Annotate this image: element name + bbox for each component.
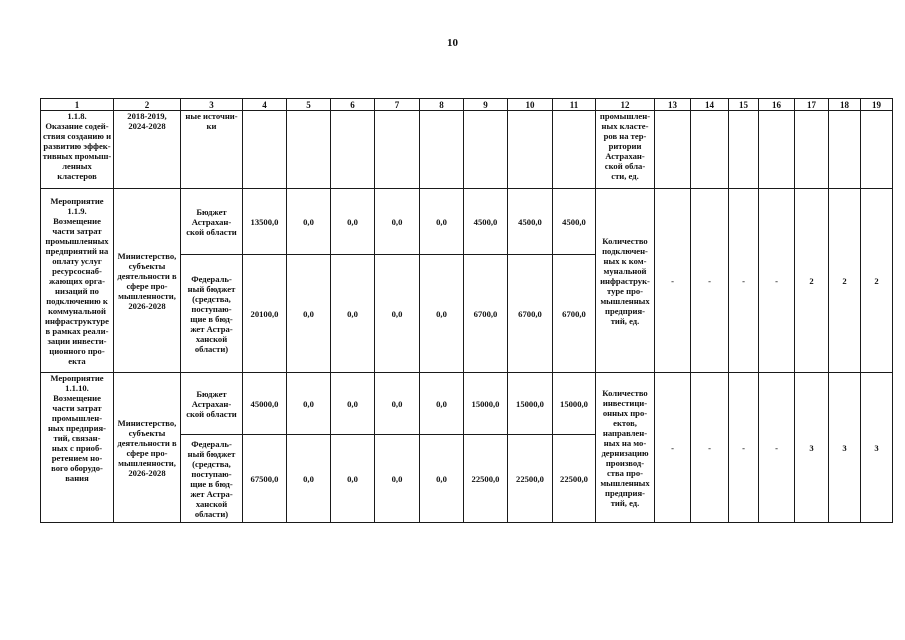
column-header: 9 <box>464 99 508 111</box>
value-cell <box>729 111 759 189</box>
value-cell: - <box>655 189 691 373</box>
value-cell: 0,0 <box>420 255 464 373</box>
value-cell: 3 <box>829 373 861 523</box>
value-cell: 15000,0 <box>508 373 553 435</box>
value-cell <box>655 111 691 189</box>
table-row <box>41 111 893 189</box>
value-cell: 0,0 <box>375 373 420 435</box>
value-cell <box>464 111 508 189</box>
program-measures-table <box>40 98 893 523</box>
table-row <box>41 189 893 255</box>
value-cell: 0,0 <box>287 373 331 435</box>
column-header: 16 <box>759 99 795 111</box>
column-header: 12 <box>596 99 655 111</box>
value-cell: - <box>655 373 691 523</box>
value-cell: 6700,0 <box>464 255 508 373</box>
value-cell: 2 <box>829 189 861 373</box>
value-cell: - <box>691 189 729 373</box>
value-cell: 3 <box>795 373 829 523</box>
indicator-cell: Количество подключен- ных к ком- мунальной инфраструк- туре про- мышленных предприя- тий, ед. <box>596 189 655 373</box>
value-cell <box>243 111 287 189</box>
column-header: 17 <box>795 99 829 111</box>
page-number: 10 <box>447 37 458 49</box>
value-cell <box>420 111 464 189</box>
value-cell: 22500,0 <box>508 435 553 523</box>
column-header: 4 <box>243 99 287 111</box>
value-cell: 13500,0 <box>243 189 287 255</box>
value-cell: 2 <box>795 189 829 373</box>
column-header: 19 <box>861 99 893 111</box>
indicator-cell: промышлен- ных класте- ров на тер- ритории Астрахан- ской обла- сти, ед. <box>596 111 655 189</box>
value-cell <box>508 111 553 189</box>
value-cell <box>829 111 861 189</box>
value-cell <box>861 111 893 189</box>
value-cell <box>759 111 795 189</box>
value-cell <box>691 111 729 189</box>
value-cell: 6700,0 <box>508 255 553 373</box>
funding-source-cell: Бюджет Астрахан- ской области <box>181 373 243 435</box>
funding-source-cell: Бюджет Астрахан- ской области <box>181 189 243 255</box>
column-header: 13 <box>655 99 691 111</box>
value-cell: - <box>759 189 795 373</box>
column-header: 3 <box>181 99 243 111</box>
value-cell: 22500,0 <box>553 435 596 523</box>
column-header: 11 <box>553 99 596 111</box>
table-row <box>41 373 893 435</box>
value-cell: 0,0 <box>375 255 420 373</box>
value-cell: 0,0 <box>375 189 420 255</box>
column-header: 7 <box>375 99 420 111</box>
column-header: 6 <box>331 99 375 111</box>
value-cell: 0,0 <box>331 435 375 523</box>
measure-name-cell: 1.1.8. Оказание содей- ствия созданию и развитию эффек- тивных промыш- ленных кластеров <box>41 111 114 189</box>
value-cell: - <box>759 373 795 523</box>
funding-source-cell: ные источни- ки <box>181 111 243 189</box>
column-header: 8 <box>420 99 464 111</box>
value-cell: 0,0 <box>420 373 464 435</box>
value-cell: 0,0 <box>375 435 420 523</box>
value-cell <box>287 111 331 189</box>
column-header: 15 <box>729 99 759 111</box>
value-cell: 0,0 <box>331 373 375 435</box>
value-cell: - <box>691 373 729 523</box>
value-cell: 6700,0 <box>553 255 596 373</box>
value-cell: 4500,0 <box>553 189 596 255</box>
value-cell: 22500,0 <box>464 435 508 523</box>
column-header: 18 <box>829 99 861 111</box>
measure-name-cell: Мероприятие 1.1.9. Возмещение части затрат промышленных предприятий на оплату услуг ресурсоснаб- жающих орга- низаций по подключению к коммунальной инфраструктуре в рамках реали- зации инвести- ционного про- екта <box>41 189 114 373</box>
value-cell <box>795 111 829 189</box>
value-cell: 2 <box>861 189 893 373</box>
value-cell: 4500,0 <box>464 189 508 255</box>
value-cell: 4500,0 <box>508 189 553 255</box>
value-cell: - <box>729 373 759 523</box>
value-cell <box>331 111 375 189</box>
value-cell <box>375 111 420 189</box>
value-cell: 20100,0 <box>243 255 287 373</box>
value-cell: 0,0 <box>287 435 331 523</box>
value-cell: 67500,0 <box>243 435 287 523</box>
executor-period-cell: Министерство, субъекты деятельности в сфере про- мышленности, 2026-2028 <box>114 373 181 523</box>
value-cell: 3 <box>861 373 893 523</box>
value-cell: 45000,0 <box>243 373 287 435</box>
funding-source-cell: Федераль- ный бюджет (средства, поступаю- щие в бюд- жет Астра- ханской области) <box>181 255 243 373</box>
value-cell: 15000,0 <box>553 373 596 435</box>
value-cell: - <box>729 189 759 373</box>
column-header: 14 <box>691 99 729 111</box>
column-header: 10 <box>508 99 553 111</box>
column-header: 1 <box>41 99 114 111</box>
value-cell: 0,0 <box>287 189 331 255</box>
column-header: 5 <box>287 99 331 111</box>
value-cell: 0,0 <box>420 435 464 523</box>
value-cell: 15000,0 <box>464 373 508 435</box>
value-cell <box>553 111 596 189</box>
value-cell: 0,0 <box>287 255 331 373</box>
executor-period-cell: Министерство, субъекты деятельности в сфере про- мышленности, 2026-2028 <box>114 189 181 373</box>
value-cell: 0,0 <box>331 189 375 255</box>
column-header: 2 <box>114 99 181 111</box>
value-cell: 0,0 <box>331 255 375 373</box>
indicator-cell: Количество инвестици- онных про- ектов, направлен- ных на мо- дернизацию производ- ства про- мышленных предприя- тий, ед. <box>596 373 655 523</box>
executor-period-cell: 2018-2019, 2024-2028 <box>114 111 181 189</box>
funding-source-cell: Федераль- ный бюджет (средства, поступаю- щие в бюд- жет Астра- ханской области) <box>181 435 243 523</box>
measure-name-cell: Мероприятие 1.1.10. Возмещение части затрат промышлен- ных предприя- тий, связан- ных с приоб- ретением но- вого оборудо- вания <box>41 373 114 523</box>
header-row <box>41 99 893 111</box>
value-cell: 0,0 <box>420 189 464 255</box>
